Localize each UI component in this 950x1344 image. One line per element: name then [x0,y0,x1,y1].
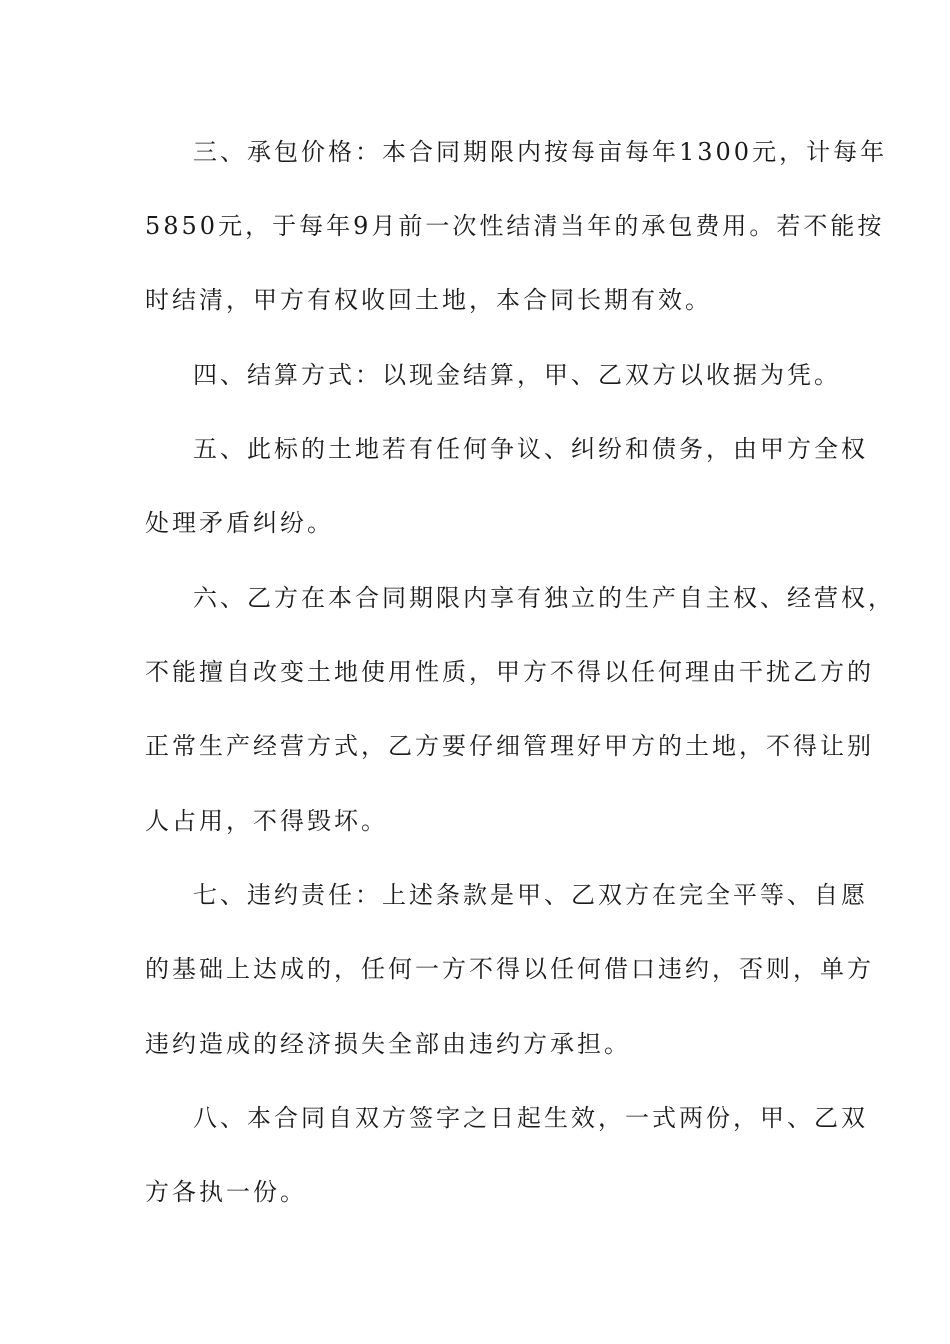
clause-5-line-1: 五、此标的土地若有任何争议、纠纷和债务，由甲方全权 [193,435,868,463]
clause-7-line-3: 违约造成的经济损失全部由违约方承担。 [145,1030,631,1058]
clause-4-line-1: 四、结算方式：以现金结算，甲、乙双方以收据为凭。 [193,361,841,389]
clause-5-line-2: 处理矛盾纠纷。 [145,509,334,537]
clause-8-line-2: 方各执一份。 [145,1178,307,1206]
clause-3-line-2: 5850元，于每年9月前一次性结清当年的承包费用。若不能按 [145,212,885,240]
clause-8-line-1: 八、本合同自双方签字之日起生效，一式两份，甲、乙双 [193,1104,868,1132]
clause-3-line-1: 三、承包价格：本合同期限内按每亩每年1300元，计每年 [193,138,888,166]
clause-7-line-1: 七、违约责任：上述条款是甲、乙双方在完全平等、自愿 [193,881,868,909]
clause-6-line-2: 不能擅自改变土地使用性质，甲方不得以任何理由干扰乙方的 [145,658,874,686]
clause-7-line-2: 的基础上达成的，任何一方不得以任何借口违约，否则，单方 [145,955,874,983]
clause-6-line-1: 六、乙方在本合同期限内享有独立的生产自主权、经营权， [193,584,895,612]
clause-6-line-4: 人占用，不得毁坏。 [145,807,388,835]
clause-3-line-3: 时结清，甲方有权收回土地，本合同长期有效。 [145,286,712,314]
clause-6-line-3: 正常生产经营方式，乙方要仔细管理好甲方的土地，不得让别 [145,732,874,760]
